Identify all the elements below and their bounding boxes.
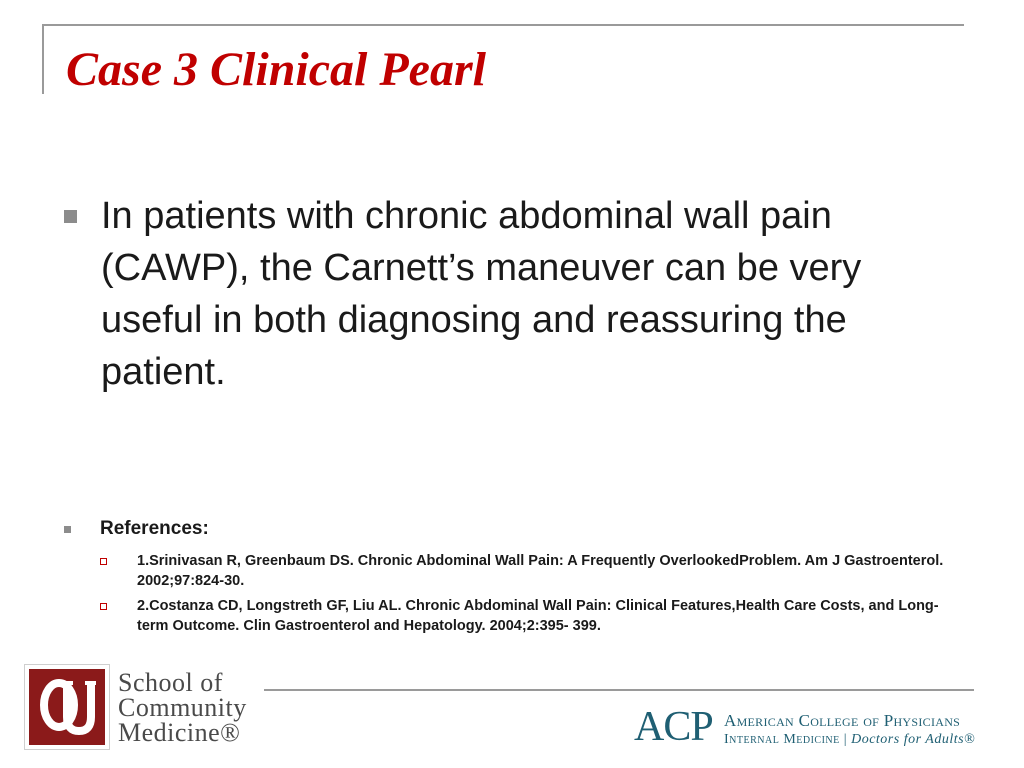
acp-tagline-separator: |: [843, 732, 848, 747]
acp-tagline-left: Internal Medicine: [724, 732, 840, 747]
references-heading: References:: [100, 518, 209, 539]
main-bullet-text: In patients with chronic abdominal wall pain (CAWP), the Carnett’s maneuver can be very useful in both diagnosing and reassuring the patient.: [101, 195, 862, 393]
acp-tagline: [724, 732, 975, 748]
acp-full-name: American College of Physicians: [724, 711, 961, 730]
square-bullet-icon: [64, 526, 71, 533]
reference-item: 1.Srinivasan R, Greenbaum DS. Chronic Abdominal Wall Pain: A Frequently OverlookedProblem. Am J Gastroenterol. 2002;97:824-30.: [137, 553, 944, 589]
school-line-2: Community: [118, 693, 247, 722]
footer-divider: [264, 689, 974, 691]
slide-title: Case 3 Clinical Pearl: [66, 43, 486, 96]
school-of-community-medicine-logo: [118, 670, 247, 745]
acp-abbreviation: ACP: [634, 704, 713, 750]
hollow-square-bullet-icon: [100, 558, 107, 565]
ou-logo: [24, 664, 110, 750]
ou-monogram-icon: [29, 669, 105, 745]
school-line-1: School of: [118, 668, 223, 697]
reference-item: 2.Costanza CD, Longstreth GF, Liu AL. Chronic Abdominal Wall Pain: Clinical Features,Health Care Costs, and Long-term Outcome. Clin Gastroenterol and Hepatology. 2004;2:395- 399.: [137, 598, 939, 634]
square-bullet-icon: [64, 210, 77, 223]
left-frame-line: [42, 24, 44, 94]
top-frame-line: [42, 24, 964, 26]
hollow-square-bullet-icon: [100, 603, 107, 610]
acp-tagline-right: Doctors for Adults®: [851, 732, 976, 747]
ou-logo-background: [29, 669, 105, 745]
school-line-3: Medicine®: [118, 718, 241, 747]
